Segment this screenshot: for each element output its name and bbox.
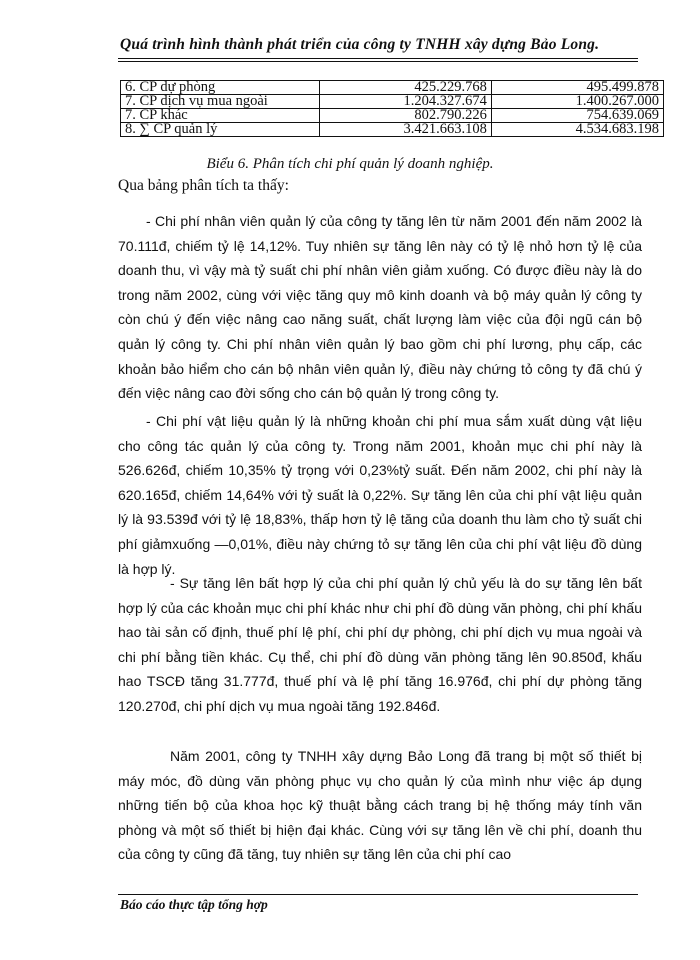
page-footer: Báo cáo thực tập tổng hợp: [120, 897, 268, 912]
paragraph-other-costs: - Sự tăng lên bất hợp lý của chi phí quản lý chủ yếu là do sự tăng lên bất hợp lý của các khoản mục chi phí khác như chi phí đồ dùng văn phòng, chi phí khấu hao tài sản cố định, thuế phí lệ phí, chi phí dự phòng, chi phí dịch vụ mua ngoài và chi phí bằng tiền khác. Cụ thể, chi phí đồ dùng văn phòng tăng lên 90.850đ, khấu hao TSCĐ tăng 31.777đ, thuế phí và lệ phí tăng 16.976đ, chi phí dự phòng tăng 120.270đ, chi phí dịch vụ mua ngoài tăng 192.846đ.: [118, 575, 642, 714]
table-cell-label: 7. CP khác: [121, 109, 320, 123]
cost-table: [120, 80, 664, 137]
table-cell-2002: 495.499.878: [491, 81, 663, 95]
header-rule-top: [118, 58, 638, 59]
paragraph-2001-equipment: Năm 2001, công ty TNHH xây dựng Bảo Long đã trang bị một số thiết bị máy móc, đồ dùng văn phòng phục vụ cho quản lý của mình như việc áp dụng những tiến bộ của khoa học kỹ thuật bằng cách trang bị hệ thống máy tính văn phòng và một số thiết bị hiện đại khác. Cùng với sự tăng lên về chi phí, doanh thu của công ty cũng đã tăng, tuy nhiên sự tăng lên của chi phí cao: [118, 748, 642, 863]
paragraph-staff-cost: - Chi phí nhân viên quản lý của công ty tăng lên từ năm 2001 đến năm 2002 là 70.111đ, chiếm tỷ lệ 14,12%. Tuy nhiên sự tăng lên này có tỷ lệ nhỏ hơn tỷ lệ của doanh thu, vì vậy mà tỷ suất chi phí nhân viên giảm xuống. Có được điều này là do trong năm 2002, cùng với việc tăng quy mô kinh doanh và bộ máy quản lý công ty còn chú ý đến việc nâng cao năng suất, chất lượng làm việc của đội ngũ cán bộ quản lý công ty. Chi phí nhân viên quản lý bao gồm chi phí lương, phụ cấp, các khoản bảo hiểm cho cán bộ nhân viên quản lý, điều này chứng tỏ công ty đã chú ý đến việc nâng cao đời sống cho cán bộ quản lý trong công ty.: [118, 213, 642, 402]
table-cell-2002: 754.639.069: [491, 109, 663, 123]
page-header-title: Quá trình hình thành phát triển của công ty TNHH xây dựng Bảo Long.: [120, 36, 600, 53]
table-row: [121, 95, 664, 109]
paragraph-material-cost: - Chi phí vật liệu quản lý là những khoản chi phí mua sắm xuất dùng vật liệu cho công tác quản lý của công ty. Trong năm 2001, khoản mục chi phí này là 526.626đ, chiếm 10,35% tỷ trọng với 0,23%tỷ suất. Đến năm 2002, chi phí này là 620.165đ, chiếm 14,64% với tỷ suất là 0,22%. Sự tăng lên của chi phí vật liệu quản lý là 93.539đ với tỷ lệ 18,83%, thấp hơn tỷ lệ tăng của doanh thu làm cho tỷ suất chi phí giảmxuống —0,01%, điều này chứng tỏ sự tăng lên của chi phí vật liệu đồ dùng là hợp lý.: [118, 413, 642, 577]
table-cell-label: 7. CP dịch vụ mua ngoài: [121, 95, 320, 109]
table-row: [121, 123, 664, 137]
table-cell-label: 8. ∑ CP quản lý: [121, 123, 320, 137]
table-cell-2001: 425.229.768: [319, 81, 491, 95]
table-cell-label: 6. CP dự phòng: [121, 81, 320, 95]
table-cell-2002: 1.400.267.000: [491, 95, 663, 109]
table-cell-2001: 802.790.226: [319, 109, 491, 123]
table-cell-2001: 3.421.663.108: [319, 123, 491, 137]
table-cell-2001: 1.204.327.674: [319, 95, 491, 109]
footer-rule: [118, 894, 638, 895]
table-cell-2002: 4.534.683.198: [491, 123, 663, 137]
intro-text: Qua bảng phân tích ta thấy:: [118, 177, 289, 194]
header-rule-bottom: [118, 61, 638, 62]
table-caption: Biểu 6. Phân tích chi phí quản lý doanh nghiệp.: [206, 156, 494, 172]
